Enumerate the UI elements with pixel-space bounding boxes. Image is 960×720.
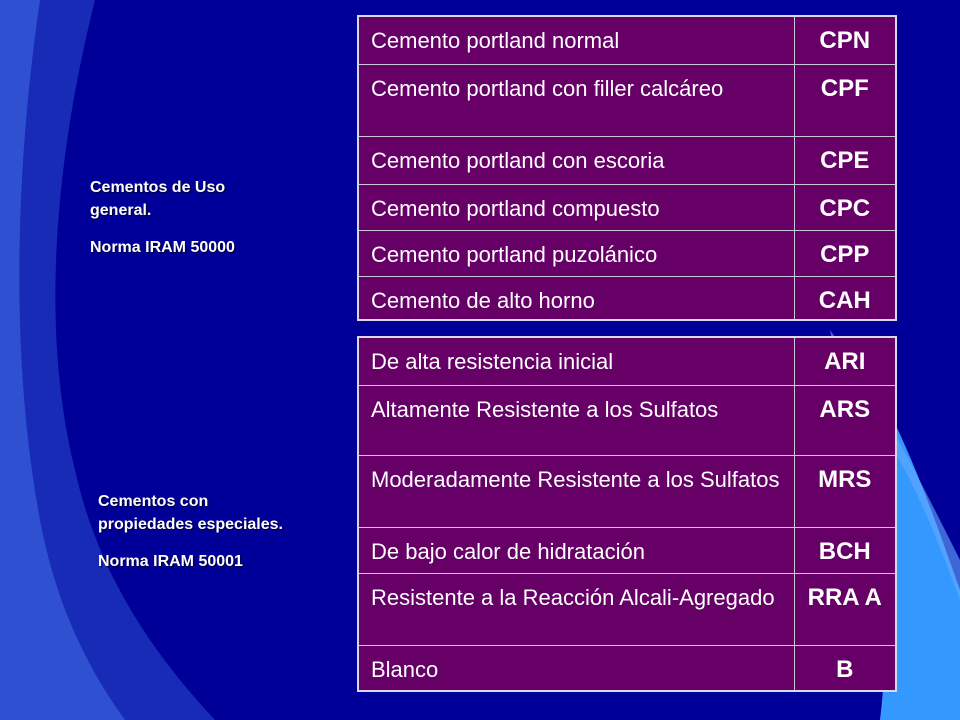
- cement-name: De bajo calor de hidratación: [358, 527, 794, 573]
- cement-name: Moderadamente Resistente a los Sulfatos: [358, 455, 794, 527]
- cement-name: Resistente a la Reacción Alcali-Agregado: [358, 573, 794, 645]
- cement-name: Cemento portland compuesto: [358, 184, 794, 230]
- cement-code: RRA A: [794, 573, 896, 645]
- table-row: [358, 64, 896, 136]
- special-cements-title: Cementos con propiedades especiales.: [98, 493, 283, 533]
- table-row: [358, 184, 896, 230]
- general-cements-table: [357, 15, 897, 321]
- special-cements-caption: [98, 490, 298, 573]
- cement-code: B: [794, 645, 896, 691]
- cement-name: Altamente Resistente a los Sulfatos: [358, 385, 794, 455]
- cement-code: CPE: [794, 136, 896, 184]
- table-row: [358, 230, 896, 276]
- cement-code: CPF: [794, 64, 896, 136]
- cement-code: ARS: [794, 385, 896, 455]
- cement-name: Cemento de alto horno: [358, 276, 794, 320]
- table-row: [358, 276, 896, 320]
- cement-code: CPC: [794, 184, 896, 230]
- general-cements-title: Cementos de Uso general.: [90, 179, 226, 219]
- table-row: [358, 455, 896, 527]
- cement-name: Cemento portland con escoria: [358, 136, 794, 184]
- cement-name: De alta resistencia inicial: [358, 337, 794, 385]
- cement-code: BCH: [794, 527, 896, 573]
- table-row: [358, 385, 896, 455]
- special-cements-table: [357, 336, 897, 692]
- cement-code: CPP: [794, 230, 896, 276]
- cement-code: ARI: [794, 337, 896, 385]
- cement-code: CAH: [794, 276, 896, 320]
- table-row: [358, 337, 896, 385]
- general-cements-caption: [90, 176, 290, 259]
- table-row: [358, 136, 896, 184]
- cement-name: Cemento portland puzolánico: [358, 230, 794, 276]
- general-cements-norm: Norma IRAM 50000: [90, 239, 235, 256]
- cement-name: Blanco: [358, 645, 794, 691]
- table-row: [358, 573, 896, 645]
- special-cements-norm: Norma IRAM 50001: [98, 553, 243, 570]
- cement-code: MRS: [794, 455, 896, 527]
- cement-name: Cemento portland normal: [358, 16, 794, 64]
- table-row: [358, 527, 896, 573]
- table-row: [358, 645, 896, 691]
- cement-code: CPN: [794, 16, 896, 64]
- cement-name: Cemento portland con filler calcáreo: [358, 64, 794, 136]
- table-row: [358, 16, 896, 64]
